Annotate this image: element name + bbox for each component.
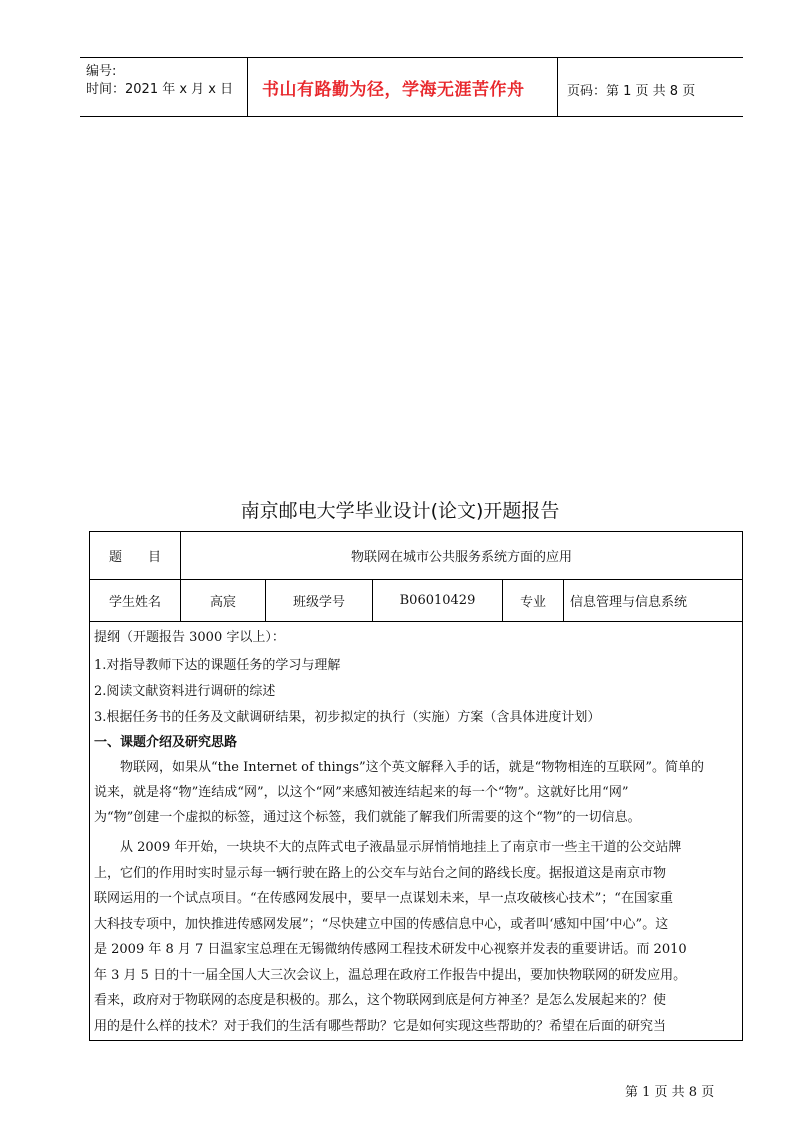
outline-item: 1.对指导教师下达的课题任务的学习与理解 — [94, 658, 341, 673]
table-row-divider-2 — [89, 621, 743, 622]
paragraph-line: 为“物”创建一个虚拟的标签，通过这个标签，我们就能了解我们所需要的这个“物”的一切信息。 — [94, 810, 641, 825]
header-motto: 书山有路勤为径，学海无涯苦作舟 — [262, 80, 525, 100]
page-footer: 第 1 页 共 8 页 — [625, 1085, 715, 1100]
paragraph-line: 从 2009 年开始，一块块不大的点阵式电子液晶显示屏悄悄地挂上了南京市一些主干道的公交站牌 — [94, 840, 682, 855]
paragraph-line: 用的是什么样的技术？对于我们的生活有哪些帮助？它是如何实现这些帮助的？希望在后面的研究当 — [94, 1019, 667, 1034]
paragraph-line: 是 2009 年 8 月 7 日温家宝总理在无锡微纳传感网工程技术研发中心视察并发表的重要讲话。而 2010 — [94, 942, 687, 957]
table-border-right — [742, 531, 743, 1041]
major-value: 信息管理与信息系统 — [570, 595, 688, 610]
header-page-info: 页码：第 1 页 共 8 页 — [567, 84, 696, 99]
paragraph-line: 上，它们的作用时实时显示每一辆行驶在路上的公交车与站台之间的路线长度。据报道这是南京市物 — [94, 866, 667, 881]
header-time-label: 时间：2021 年 x 月 x 日 — [86, 82, 234, 97]
paragraph-line: 联网运用的一个试点项目。“在传感网发展中，要早一点谋划未来，早一点攻破核心技术”；“在国家重 — [94, 891, 673, 906]
section-heading: 一、课题介绍及研究思路 — [94, 735, 238, 750]
class-id-value: B06010429 — [399, 593, 476, 608]
topic-label: 题 目 — [108, 550, 161, 565]
paragraph-line: 看来，政府对于物联网的态度是积极的。那么，这个物联网到底是何方神圣？是怎么发展起来的？使 — [94, 993, 667, 1008]
student-name-value: 高宸 — [209, 595, 236, 610]
outline-item: 2.阅读文献资料进行调研的综述 — [94, 684, 276, 699]
major-label: 专业 — [519, 595, 546, 610]
header-number-label: 编号: — [86, 64, 117, 79]
table-border-bottom — [89, 1040, 743, 1041]
header-top-border — [80, 57, 743, 58]
paragraph-line: 物联网，如果从“the Internet of things”这个英文解释入手的话，就是“物物相连的互联网”。简单的 — [94, 760, 704, 775]
paragraph-line: 大科技专项中，加快推进传感网发展”；“尽快建立中国的传感信息中心，或者叫‘感知中国’中心”。这 — [94, 917, 669, 932]
header-divider-right — [557, 57, 558, 117]
outline-item: 3.根据任务书的任务及文献调研结果，初步拟定的执行（实施）方案（含具体进度计划） — [94, 710, 601, 725]
document-title: 南京邮电大学毕业设计(论文)开题报告 — [240, 500, 560, 522]
header-divider-left — [247, 57, 248, 117]
topic-value: 物联网在城市公共服务系统方面的应用 — [350, 550, 572, 565]
header-bottom-border — [80, 116, 743, 117]
paragraph-line: 年 3 月 5 日的十一届全国人大三次会议上，温总理在政府工作报告中提出，要加快物联网的研发应用。 — [94, 968, 687, 983]
outline-title: 提纲（开题报告 3000 字以上）： — [94, 630, 285, 645]
class-id-label: 班级学号 — [292, 595, 345, 610]
student-name-label: 学生姓名 — [108, 595, 161, 610]
paragraph-line: 说来，就是将“物”连结成“网”，以这个“网”来感知被连结起来的每一个“物”。这就好比用“网” — [94, 785, 629, 800]
